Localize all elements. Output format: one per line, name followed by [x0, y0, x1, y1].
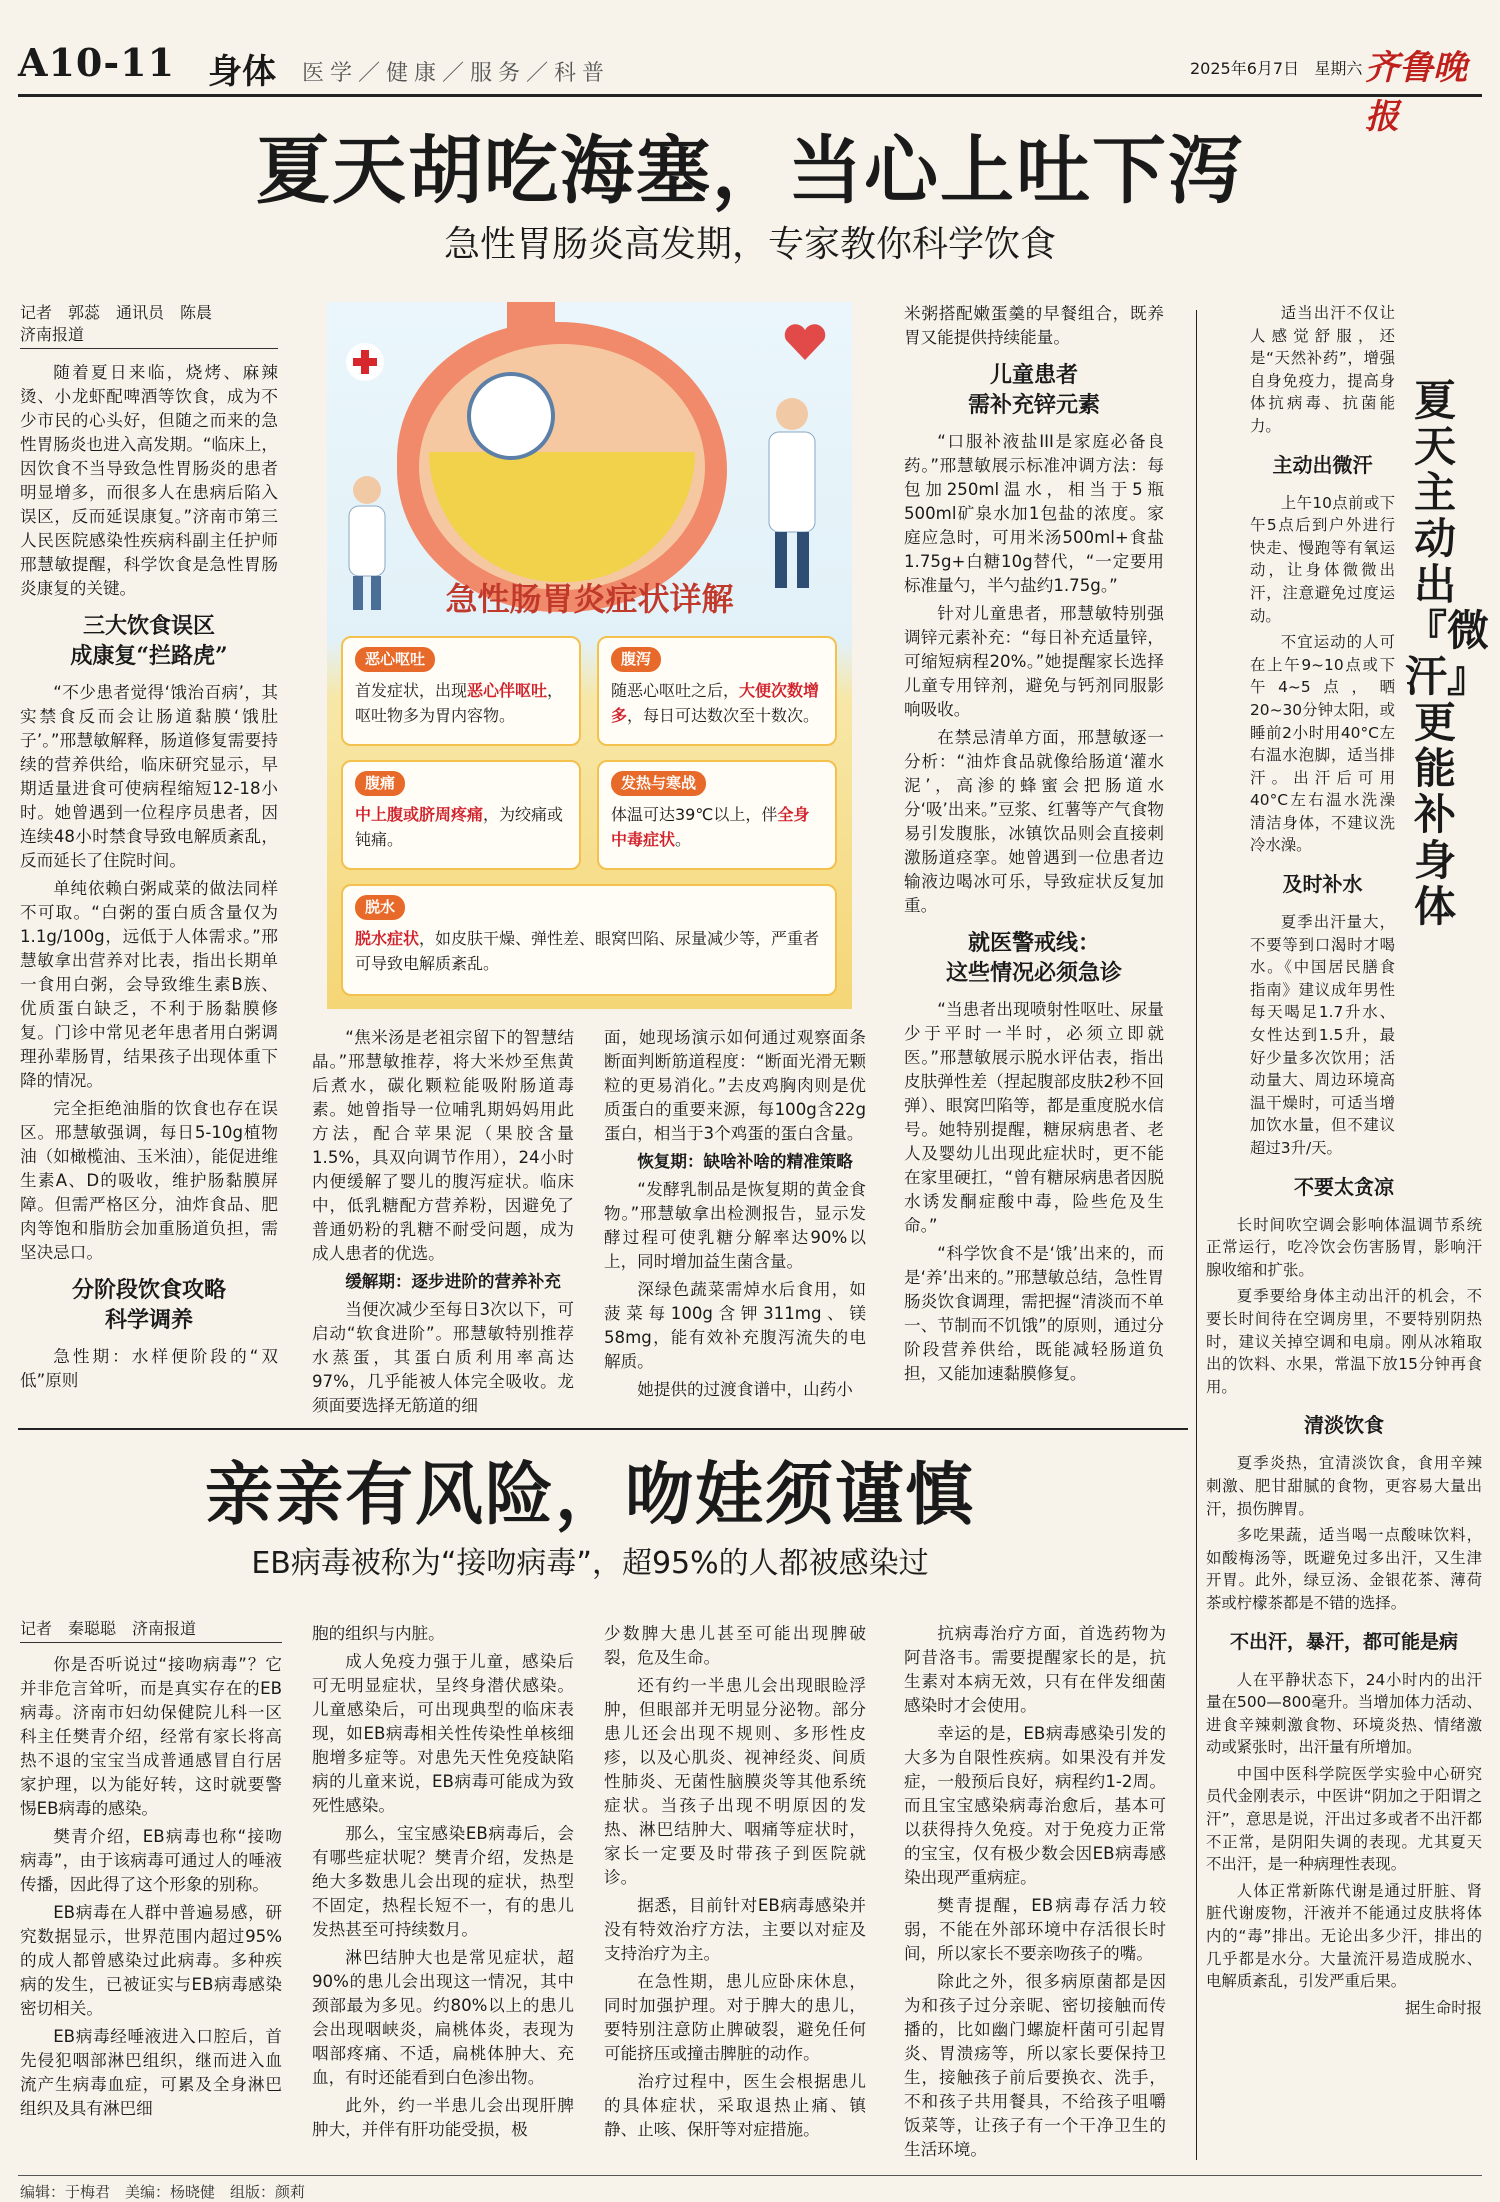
article3-heading-5: 不出汗，暴汗，都可能是病	[1229, 1630, 1458, 1653]
paragraph: 抗病毒治疗方面，首选药物为阿昔洛韦。需要提醒家长的是，抗生素对本病无效，只有在伴发细菌感染时才会使用。	[904, 1624, 1166, 1715]
symptom-card-dehydration	[341, 884, 837, 996]
paragraph: 单纯依赖白粥咸菜的做法同样不可取。“白粥的蛋白质含量仅为1.1g/100g，远低于人体需求。”邢慧敏拿出营养对比表，指出长期单一食用白粥，会导致维生素B族、优质蛋白缺乏，不利于肠黏膜修复。门诊中常见老年患者用白粥调理孙辈肠胃，结果孩子出现体重下降的情况。	[20, 879, 278, 1090]
paragraph: “焦米汤是老祖宗留下的智慧结晶。”邢慧敏推荐，将大米炒至焦黄后煮水，碳化颗粒能吸附肠道毒素。她曾指导一位哺乳期妈妈用此方法，配合苹果泥（果胶含量1.5%，具双向调节作用），24小时内便缓解了婴儿的腹泻症状。临床中，低乳糖配方营养粉，因避免了普通奶粉的乳糖不耐受问题，成为成人患者的优选。	[312, 1028, 574, 1263]
article1-byline	[20, 302, 278, 349]
article2-column-4	[904, 1622, 1166, 2166]
paragraph: 成人免疫力强于儿童，感染后可无明显症状，呈终身潜伏感染。儿童感染后，可出现典型的临床表现，如EB病毒相关性传染性单核细胞增多症等。对患先天性免疫缺陷病的儿童来说，EB病毒可能成为致死性感染。	[312, 1652, 574, 1815]
paragraph: 幸运的是，EB病毒感染引发的大多为自限性疾病。如果没有并发症，一般预后良好，病程约1-2周。而且宝宝感染病毒治愈后，基本可以获得持久免疫。对于免疫力正常的宝宝，仅有极少数会因EB病毒感染出现严重病症。	[904, 1724, 1166, 1887]
article3-heading-1: 主动出微汗	[1272, 452, 1373, 477]
infographic	[327, 302, 852, 1009]
article2-column-2	[312, 1622, 574, 2146]
paragraph: 少数脾大患儿甚至可能出现脾破裂，危及生命。	[604, 1624, 866, 1667]
article1-title: 夏天胡吃海塞，当心上吐下泻	[256, 128, 1244, 214]
masthead-rule	[18, 94, 1482, 97]
paragraph: 面，她现场演示如何通过观察面条断面判断筋道程度：“断面光滑无颗粒的更易消化。”去皮鸡胸肉则是优质蛋白的重要来源，每100g含22g蛋白，相当于3个鸡蛋的蛋白含量。	[604, 1028, 866, 1143]
paragraph: 在禁忌清单方面，邢慧敏逐一分析：“油炸食品就像给肠道‘灌水泥’，高渗的蜂蜜会把肠道水分‘吸’出来。”豆浆、红薯等产气食物易引发腹胀，冰镇饮品则会直接刺激肠道痉挛。她曾遇到一位患者边输液边喝冰可乐，导致症状反复加重。	[904, 728, 1164, 915]
paragraph: 樊青介绍，EB病毒也称“接吻病毒”，由于该病毒可通过人的唾液传播，因此得了这个形象的别称。	[20, 1827, 282, 1894]
paragraph: 胞的组织与内脏。	[312, 1624, 445, 1643]
paragraph: “发酵乳制品是恢复期的黄金食物。”邢慧敏拿出检测报告，显示发酵过程可使乳糖分解率达90%以上，同时增加益生菌含量。	[604, 1180, 866, 1271]
page-number: A10-11	[18, 40, 176, 85]
paragraph: 多吃果蔬，适当喝一点酸味饮料，如酸梅汤等，既避免过多出汗，又生津开胃。此外，绿豆汤、金银花茶、薄荷茶或柠檬茶都是不错的选择。	[1206, 1526, 1482, 1612]
paragraph: 人体正常新陈代谢是通过肝脏、肾脏代谢废物，汗液并不能通过皮肤将体内的“毒”排出。无论出多少汗，排出的几乎都是水分。大量流汗易造成脱水、电解质紊乱，引发严重后果。	[1206, 1881, 1482, 1991]
paragraph: 此外，约一半患儿会出现肝脾肿大，并伴有肝功能受损，极	[312, 2096, 574, 2139]
paragraph: 上午10点前或下午5点后到户外进行快走、慢跑等有氧运动，让身体微微出汗，注意避免过度运动。	[1250, 493, 1395, 625]
newspaper-logo: 齐鲁晚报	[1365, 48, 1467, 137]
card-text: 随恶心呕吐之后，大便次数增多，每日可达数次至十数次。	[611, 681, 820, 725]
paragraph: 治疗过程中，医生会根据患儿的具体症状，采取退热止痛、镇静、止咳、保肝等对症措施。	[604, 2072, 866, 2139]
article3-body	[1206, 302, 1490, 2019]
article3-heading-4: 清淡饮食	[1304, 1413, 1384, 1438]
symptom-card-nausea	[341, 636, 581, 746]
paragraph: 樊青提醒，EB病毒存活力较弱，不能在外部环境中存活很长时间，所以家长不要亲吻孩子的嘴。	[904, 1896, 1166, 1963]
paragraph: 夏季要给身体主动出汗的机会，不要长时间待在空调房里，不要特别阴热时，建议关掉空调和电扇。刚从冰箱取出的饮料、水果，常温下放15分钟再食用。	[1206, 1287, 1482, 1396]
doctor-figure-icon	[757, 392, 827, 592]
paragraph: 除此之外，很多病原菌都是因为和孩子过分亲昵、密切接触而传播的，比如幽门螺旋杆菌可引起胃炎、胃溃疡等，所以家长要保持卫生，接触孩子前后要换衣、洗手，不和孩子共用餐具，不给孩子咀嚼饭菜等，让孩子有一个干净卫生的生活环境。	[904, 1972, 1166, 2159]
sidebar-divider	[1196, 310, 1197, 2160]
paragraph: 夏季炎热，宜清淡饮食，食用辛辣刺激、肥甘甜腻的食物，更容易大量出汗，损伤脾胃。	[1206, 1454, 1482, 1518]
paragraph: 完全拒绝油脂的饮食也存在误区。邢慧敏强调，每日5-10g植物油（如橄榄油、玉米油），能促进维生素A、D的吸收，维护肠黏膜屏障。但需严格区分，油炸食品、肥肉等饱和脂肪会加重肠道负担，需坚决忌口。	[20, 1099, 278, 1262]
medical-cross-icon	[345, 342, 385, 382]
article2-column-1	[20, 1618, 282, 2125]
article1-subheading-4: 就医警戒线： 这些情况必须急诊	[945, 930, 1122, 986]
paragraph: 当便次减少至每日3次以下，可启动“软食进阶”。邢慧敏特别推荐水蒸蛋，其蛋白质利用率高达97%，几乎能被人体完全吸收。龙须面要选择无筋道的细	[312, 1300, 574, 1415]
paragraph: 夏季出汗量大，不要等到口渴时才喝水。《中国居民膳食指南》建议成年男性每天喝足1.7升水、女性达到1.5升，最好少量多次饮用；活动量大、周边环境高温干燥时，可适当增加饮水量，但不建议超过3升/天。	[1250, 913, 1395, 1157]
symptom-card-fever	[597, 760, 837, 870]
article1-column-2	[312, 1026, 574, 1422]
paragraph: “科学饮食不是‘饿’出来的，而是‘养’出来的。”邢慧敏总结，急性胃肠炎饮食调理，需把握“清淡而不单一、节制而不饥饿”的原则，通过分阶段营养供给，既能减轻肠道负担，又能加速黏膜修复。	[904, 1244, 1164, 1383]
infographic-title: 急性肠胃炎症状详解	[445, 580, 734, 618]
article1-column-1	[20, 302, 278, 1397]
card-label: 腹痛	[355, 771, 405, 796]
byline-reporters: 记者 郭蕊 通讯员 陈晨	[20, 303, 213, 322]
paragraph: EB病毒在人群中普遍易感，研究数据显示，世界范围内超过95%的成人都曾感染过此病毒。多种疾病的发生，已被证实与EB病毒感染密切相关。	[20, 1903, 282, 2018]
card-label: 发热与寒战	[611, 771, 706, 796]
section-subtitle: 医学／健康／服务／科普	[302, 61, 611, 86]
issue-date	[1190, 56, 1362, 79]
card-text: 中上腹或脐周疼痛，为绞痛或钝痛。	[355, 805, 564, 849]
paragraph: 在急性期，患儿应卧床休息，同时加强护理。对于脾大的患儿，要特别注意防止脾破裂，避免任何可能挤压或撞击脾脏的动作。	[604, 1972, 866, 2063]
symptom-card-abdominal-pain	[341, 760, 581, 870]
paragraph: 深绿色蔬菜需焯水后食用，如菠菜每100g含钾311mg、镁58mg，能有效补充腹泻流失的电解质。	[604, 1280, 866, 1371]
article1-subheading-3: 儿童患者 需补充锌元素	[967, 362, 1100, 418]
paragraph: “当患者出现喷射性呕吐、尿量少于平时一半时，必须立即就医。”邢慧敏展示脱水评估表，指出皮肤弹性差（捏起腹部皮肤2秒不回弹）、眼窝凹陷等，都是重度脱水信号。她特别提醒，糖尿病患者、老人及婴幼儿出现此症状时，更不能在家里硬扛，“曾有糖尿病患者因脱水诱发酮症酸中毒，险些危及生命。”	[904, 1000, 1164, 1235]
article3-vertical-title: 夏天主动出『微汗』更能补身体	[1405, 376, 1490, 931]
inline-subheading: 缓解期：逐步进阶的营养补充	[345, 1272, 561, 1291]
paragraph: 人在平静状态下，24小时内的出汗量在500—800毫升。当增加体力活动、进食辛辣刺激食物、环境炎热、情绪激动或紧张时，出汗量有所增加。	[1206, 1670, 1482, 1757]
paragraph: 据悉，目前针对EB病毒感染并没有特效治疗方法，主要以对症及支持治疗为主。	[604, 1896, 866, 1963]
card-text: 体温可达39℃以上，伴全身中毒症状。	[611, 805, 810, 849]
paragraph: 米粥搭配嫩蛋羹的早餐组合，既养胃又能提供持续能量。	[904, 304, 1164, 347]
symptom-card-diarrhea	[597, 636, 837, 746]
paragraph: “不少患者觉得‘饿治百病’，其实禁食反而会让肠道黏膜‘饿肚子’。”邢慧敏解释，肠道修复需要持续的营养供给，临床研究显示，早期适量进食可使病程缩短12-18小时。她曾遇到一位程序员患者，因连续48小时禁食导致电解质紊乱，反而延长了住院时间。	[20, 683, 278, 870]
article2-title: 亲亲有风险，吻娃须谨慎	[204, 1455, 975, 1535]
article3-heading-3: 不要太贪凉	[1294, 1174, 1394, 1199]
date: 2025年6月7日	[1190, 59, 1300, 78]
paragraph: 适当出汗不仅让人感觉舒服，还是“天然补药”，增强自身免疫力，提高身体抗病毒、抗菌能力。	[1250, 304, 1395, 435]
byline-location: 济南报道	[20, 325, 85, 344]
inline-subheading: 恢复期：缺啥补啥的精准策略	[637, 1152, 853, 1171]
paragraph: 她提供的过渡食谱中，山药小	[637, 1380, 853, 1399]
paragraph: 急性期：水样便阶段的“双低”原则	[20, 1347, 278, 1390]
footer-rule	[18, 2175, 1482, 2176]
paragraph: 针对儿童患者，邢慧敏特别强调锌元素补充：“每日补充适量锌，可缩短病程20%。”她提醒家长选择儿童专用锌剂，避免与钙剂同服影响吸收。	[904, 604, 1164, 719]
article1-subtitle: 急性胃肠炎高发期，专家教你科学饮食	[443, 224, 1056, 265]
article1-column-3	[604, 1026, 866, 1406]
article2-column-3	[604, 1622, 866, 2146]
card-label: 腹泻	[611, 647, 661, 672]
story-divider	[18, 1428, 1188, 1430]
article3-heading-2: 及时补水	[1282, 872, 1363, 897]
paragraph: 还有约一半患儿会出现眼睑浮肿，但眼部并无明显分泌物。部分患儿还会出现不规则、多形性皮疹，以及心肌炎、视神经炎、间质性肺炎、无菌性脑膜炎等其他系统症状。当孩子出现不明原因的发热、淋巴结肿大、咽痛等症状时，家长一定要及时带孩子到医院就诊。	[604, 1676, 866, 1887]
paragraph: 随着夏日来临，烧烤、麻辣烫、小龙虾配啤酒等饮食，成为不少市民的心头好，但随之而来的急性胃肠炎也进入高发期。“临床上，因饮食不当导致急性胃肠炎的患者明显增多，而很多人在患病后陷入误区，反而延误康复。”济南市第三人民医院感染性疾病科副主任护师邢慧敏提醒，科学饮食是急性胃肠炎康复的关键。	[20, 363, 278, 598]
section-title: 身体	[208, 52, 276, 92]
card-label: 脱水	[355, 895, 405, 920]
article2-byline: 记者 秦聪聪 济南报道	[20, 1618, 282, 1643]
paragraph: “口服补液盐III是家庭必备良药。”邢慧敏展示标准冲调方法：每包加250ml温水，相当于5瓶500ml矿泉水加1包盐的浓度。家庭应急时，可用米汤500ml+食盐1.75g+白糖10g替代，“一定要用标准量勺，半勺盐约1.75g。”	[904, 432, 1164, 595]
weekday: 星期六	[1314, 59, 1363, 78]
article1-subheading-1: 三大饮食误区 成康复“拦路虎”	[70, 613, 228, 669]
article2-subtitle: EB病毒被称为“接吻病毒”，超95%的人都被感染过	[251, 1546, 929, 1581]
paragraph: 那么，宝宝感染EB病毒后，会有哪些症状呢？樊青介绍，发热是绝大多数患儿会出现的症状，热型不固定，热程长短不一，有的患儿发热甚至可持续数月。	[312, 1824, 574, 1939]
card-text: 脱水症状，如皮肤干燥、弹性差、眼窝凹陷、尿量减少等，严重者可导致电解质紊乱。	[355, 929, 820, 973]
paragraph: 淋巴结肿大也是常见症状，超90%的患儿会出现这一情况，其中颈部最为多见。约80%以上的患儿会出现咽峡炎，扁桃体炎，表现为咽部疼痛、不适，扁桃体肿大、充血，有时还能看到白色渗出物。	[312, 1948, 574, 2087]
card-label: 恶心呕吐	[355, 647, 435, 672]
paragraph: 中国中医科学院医学实验中心研究员代金刚表示，中医讲“阴加之于阳谓之汗”，意思是说，汗出过多或者不出汗都不正常，是阴阳失调的表现。尤其夏天不出汗，是一种病理性表现。	[1206, 1764, 1482, 1874]
footer-credits: 编辑：于梅君 美编：杨晓健 组版：颜莉	[20, 2183, 306, 2201]
heart-icon	[782, 322, 828, 362]
article1-subheading-2: 分阶段饮食攻略 科学调养	[71, 1277, 226, 1333]
clock-icon	[467, 372, 555, 460]
paragraph: 你是否听说过“接吻病毒”？它并非危言耸听，而是真实存在的EB病毒。济南市妇幼保健院儿科一区科主任樊青介绍，经常有家长将高热不退的宝宝当成普通感冒自行居家护理，以为能好转，这时就要警惕EB病毒的感染。	[20, 1655, 282, 1818]
article1-column-4	[904, 302, 1164, 1390]
card-text: 首发症状，出现恶心伴呕吐，呕吐物多为胃内容物。	[355, 681, 564, 725]
paragraph: 不宜运动的人可在上午9~10点或下午4~5点，晒20~30分钟太阳，或睡前2小时用40°C左右温水泡脚，适当排汗。出汗后可用40°C左右温水洗澡清洁身体，不建议洗冷水澡。	[1250, 633, 1395, 855]
article3-source: 据生命时报	[1405, 1998, 1482, 2017]
paragraph: 长时间吹空调会影响体温调节系统正常运行，吃冷饮会伤害肠胃，影响汗腺收缩和扩张。	[1206, 1215, 1482, 1279]
paragraph: EB病毒经唾液进入口腔后，首先侵犯咽部淋巴组织，继而进入血流产生病毒血症，可累及全身淋巴组织及具有淋巴细	[20, 2027, 282, 2118]
